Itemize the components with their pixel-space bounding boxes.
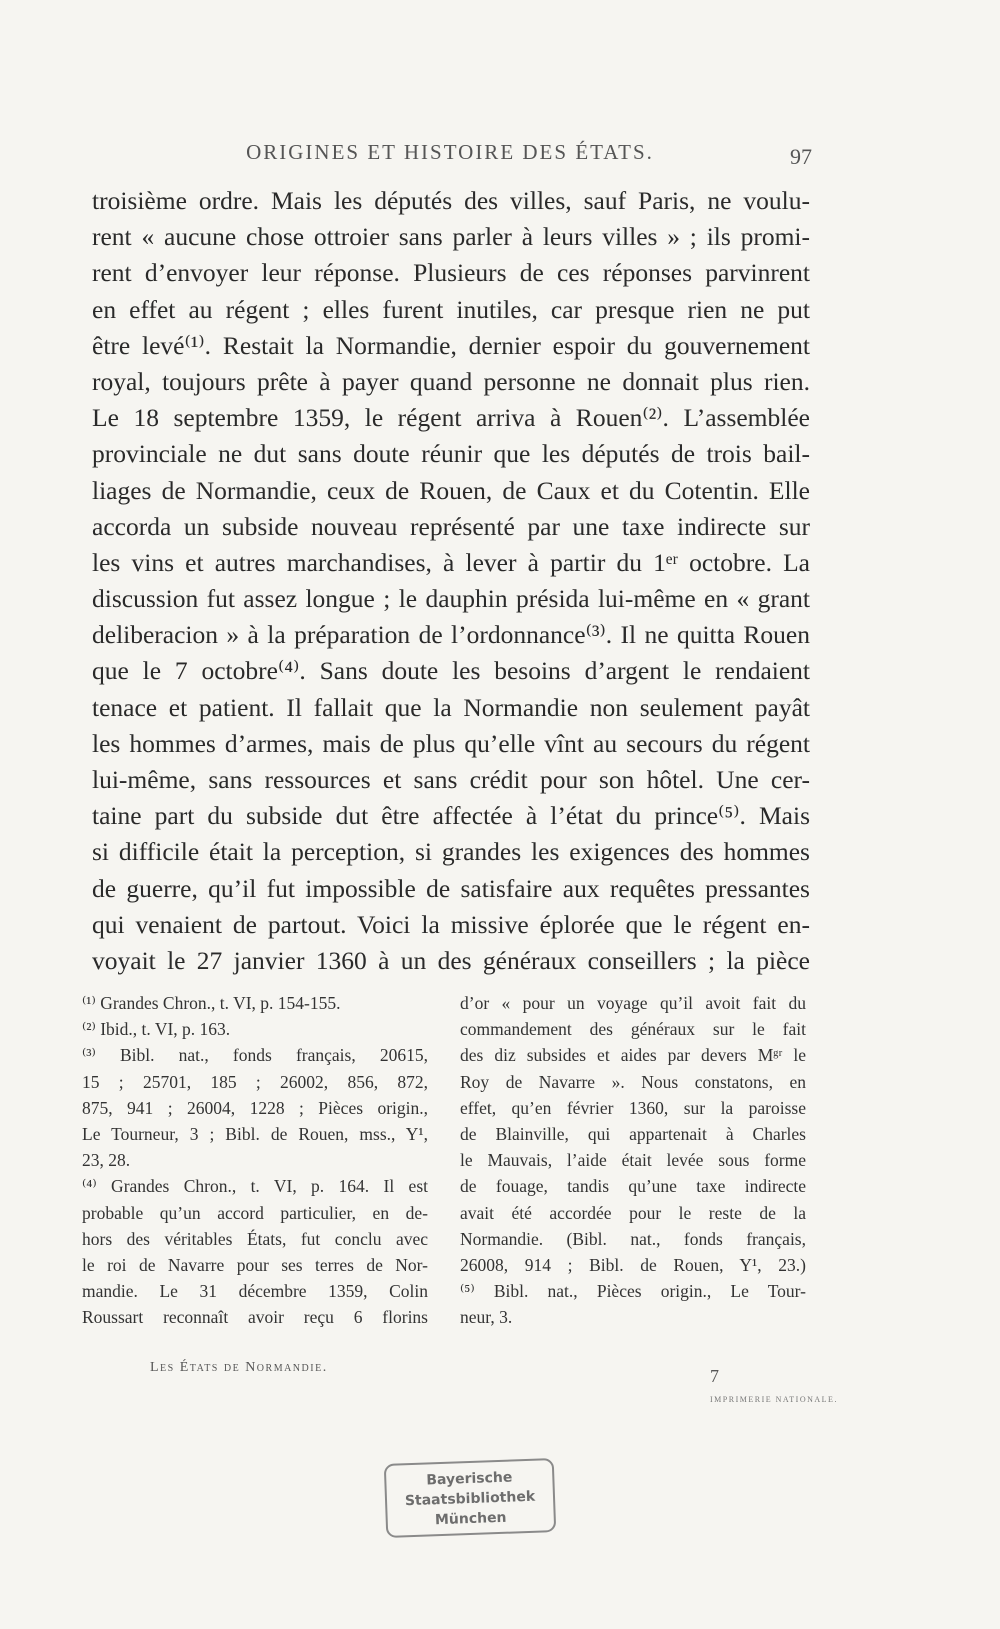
footnote-line: ⁽⁵⁾ Bibl. nat., Pièces origin., Le Tour- [460, 1281, 806, 1302]
library-stamp [384, 1458, 556, 1538]
text-line: deliberacion » à la préparation de l’ordonnance⁽³⁾. Il ne quitta Rouen [92, 620, 810, 650]
text-line: rent d’envoyer leur réponse. Plusieurs de ces réponses parvinrent [92, 258, 810, 288]
footnote-line: 23, 28. [82, 1150, 131, 1171]
footnote-line: Le Tourneur, 3 ; Bibl. de Rouen, mss., Y¹, [82, 1123, 428, 1144]
text-line: en effet au régent ; elles furent inutiles, car presque rien ne put [92, 294, 810, 324]
footnotes-left-column [82, 990, 428, 1330]
text-line: discussion fut assez longue ; le dauphin présida lui-même en « grant [92, 584, 810, 614]
text-line: provinciale ne dut sans doute réunir que les députés de trois bail- [92, 439, 810, 469]
footnote-line: Roussart reconnaît avoir reçu 6 florins [82, 1307, 428, 1328]
footnote-line: effet, qu’en février 1360, sur la paroisse [460, 1097, 806, 1118]
text-line: être levé⁽¹⁾. Restait la Normandie, dernier espoir du gouvernement [92, 330, 810, 360]
footnote-line: avait été accordée pour le reste de la [460, 1202, 806, 1223]
text-line: troisième ordre. Mais les députés des villes, sauf Paris, ne voulu- [92, 186, 810, 215]
text-line: Le 18 septembre 1359, le régent arriva à Rouen⁽²⁾. L’assemblée [92, 403, 810, 433]
page-number: 97 [790, 144, 812, 169]
footnote-line: neur, 3. [460, 1307, 513, 1328]
footnote-line: ⁽⁴⁾ Grandes Chron., t. VI, p. 164. Il est [82, 1176, 428, 1197]
text-line: que le 7 octobre⁽⁴⁾. Sans doute les besoins d’argent le rendaient [92, 656, 810, 686]
footnotes-right-column [460, 990, 806, 1330]
text-line: taine part du subside dut être affectée à l’état du prince⁽⁵⁾. Mais [92, 801, 810, 831]
stamp-line: Staatsbibliothek [404, 1488, 536, 1510]
footnote-line: de fouage, tandis qu’une taxe indirecte [460, 1176, 806, 1197]
text-line: de guerre, qu’il fut impossible de satisfaire aux requêtes pressantes [92, 873, 810, 903]
footnote-line: le Mauvais, l’aide était levée sous forme [460, 1150, 806, 1171]
main-text [92, 183, 810, 979]
footnote-line: probable qu’un accord particulier, en de- [82, 1202, 428, 1223]
printer-imprint: IMPRIMERIE NATIONALE. [710, 1395, 838, 1404]
footnote-line: 875, 941 ; 26004, 1228 ; Pièces origin., [82, 1097, 428, 1118]
stamp-line: München [434, 1509, 507, 1529]
footnote-line: ⁽²⁾ Ibid., t. VI, p. 163. [82, 1019, 231, 1040]
text-line: les vins et autres marchandises, à lever à partir du 1ᵉʳ octobre. La [92, 547, 810, 577]
footnote-line: des diz subsides et aides par devers Mᵍʳ le [460, 1045, 806, 1066]
text-line: rent « aucune chose ottroier sans parler à leurs villes » ; ils promi- [92, 222, 810, 252]
text-line: les hommes d’armes, mais de plus qu’elle vînt au secours du régent [92, 728, 810, 758]
footnote-line: ⁽³⁾ Bibl. nat., fonds français, 20615, [82, 1045, 428, 1066]
footnote-line: commandement des généraux sur le fait [460, 1019, 806, 1040]
footnote-line: 15 ; 25701, 185 ; 26002, 856, 872, [82, 1071, 428, 1092]
text-line: voyait le 27 janvier 1360 à un des généraux conseillers ; la pièce [92, 945, 810, 975]
footnote-line: ⁽¹⁾ Grandes Chron., t. VI, p. 154-155. [82, 993, 341, 1013]
text-line: royal, toujours prête à payer quand personne ne donnait plus rien. [92, 366, 810, 396]
signature-title: Les États de Normandie. [150, 1360, 328, 1375]
text-line: qui venaient de partout. Voici la missive éplorée que le régent en- [92, 909, 810, 939]
footnote-line: mandie. Le 31 décembre 1359, Colin [82, 1281, 428, 1302]
text-line: accorda un subside nouveau représenté par une taxe indirecte sur [92, 511, 810, 541]
footnote-line: 26008, 914 ; Bibl. de Rouen, Y¹, 23.) [460, 1254, 806, 1275]
footnote-line: Roy de Navarre ». Nous constatons, en [460, 1071, 806, 1092]
stamp-line: Bayerische [426, 1469, 513, 1489]
text-line: liages de Normandie, ceux de Rouen, de Caux et du Cotentin. Elle [92, 475, 810, 505]
text-line: tenace et patient. Il fallait que la Normandie non seulement payât [92, 692, 810, 722]
footnote-line: hors des véritables États, fut conclu avec [82, 1228, 428, 1249]
signature-number: 7 [710, 1366, 719, 1386]
footnote-line: de Blainville, qui appartenait à Charles [460, 1123, 806, 1144]
running-head: ORIGINES ET HISTOIRE DES ÉTATS. [246, 140, 654, 164]
text-line: lui-même, sans ressources et sans crédit pour son hôtel. Une cer- [92, 765, 810, 794]
footnote-line: Normandie. (Bibl. nat., fonds français, [460, 1228, 806, 1249]
text-line: si difficile était la perception, si grandes les exigences des hommes [92, 837, 810, 867]
footnote-line: d’or « pour un voyage qu’il avoit fait du [460, 993, 806, 1013]
footnote-line: le roi de Navarre pour ses terres de Nor- [82, 1254, 428, 1275]
